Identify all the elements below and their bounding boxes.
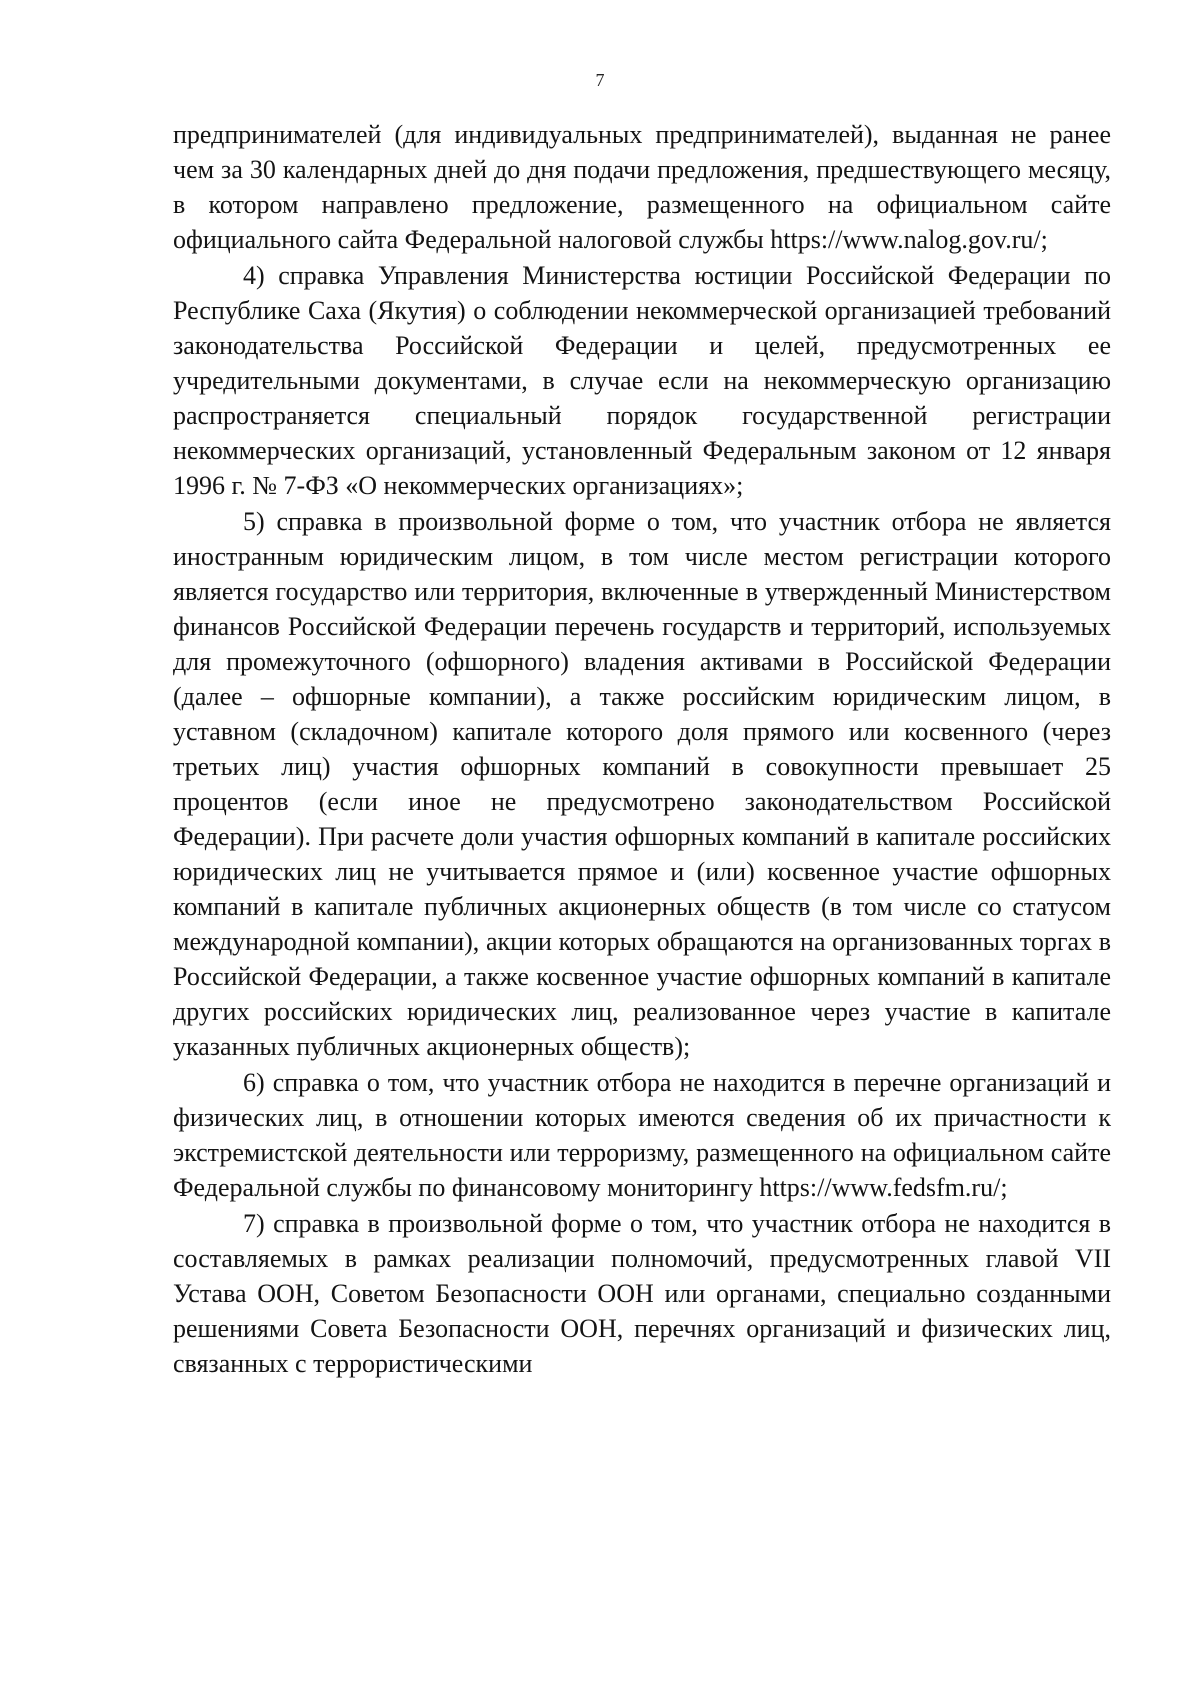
- paragraph-item-4: 4) справка Управления Министерства юстиции Российской Федерации по Республике Саха (Якутия) о соблюдении некоммерческой организацией требований законодательства Российской Федерации и целей, предусмотренных ее учредительными документами, в случае если на некоммерческую организацию распространяется специальный порядок государственной регистрации некоммерческих организаций, установленный Федеральным законом от 12 января 1996 г. № 7-ФЗ «О некоммерческих организациях»;: [173, 261, 1111, 500]
- document-body: [173, 117, 1111, 1381]
- page-number: 7: [595, 70, 605, 90]
- paragraph-item-6: 6) справка о том, что участник отбора не находится в перечне организаций и физических лиц, в отношении которых имеются сведения об их причастности к экстремистской деятельности или терроризму, размещенного на официальном сайте Федеральной службы по финансовому мониторингу https://www.fedsfm.ru/;: [173, 1068, 1111, 1202]
- paragraph-item-5: 5) справка в произвольной форме о том, что участник отбора не является иностранным юридическим лицом, в том числе местом регистрации которого является государство или территория, включенные в утвержденный Министерством финансов Российской Федерации перечень государств и территорий, используемых для промежуточного (офшорного) владения активами в Российской Федерации (далее – офшорные компании), а также российским юридическим лицом, в уставном (складочном) капитале которого доля прямого или косвенного (через третьих лиц) участия офшорных компаний в совокупности превышает 25 процентов (если иное не предусмотрено законодательством Российской Федерации). При расчете доли участия офшорных компаний в капитале российских юридических лиц не учитывается прямое и (или) косвенное участие офшорных компаний в капитале публичных акционерных обществ (в том числе со статусом международной компании), акции которых обращаются на организованных торгах в Российской Федерации, а также косвенное участие офшорных компаний в капитале других российских юридических лиц, реализованное через участие в капитале указанных публичных акционерных обществ);: [173, 507, 1111, 1061]
- paragraph-item-7: 7) справка в произвольной форме о том, что участник отбора не находится в составляемых в рамках реализации полномочий, предусмотренных главой VII Устава ООН, Советом Безопасности ООН или органами, специально созданными решениями Совета Безопасности ООН, перечнях организаций и физических лиц, связанных с террористическими: [173, 1209, 1111, 1378]
- paragraph-continuation: предпринимателей (для индивидуальных предпринимателей), выданная не ранее чем за 30 календарных дней до дня подачи предложения, предшествующего месяцу, в котором направлено предложение, размещенного на официальном сайте официального сайта Федеральной налоговой службы https://www.nalog.gov.ru/;: [173, 120, 1111, 254]
